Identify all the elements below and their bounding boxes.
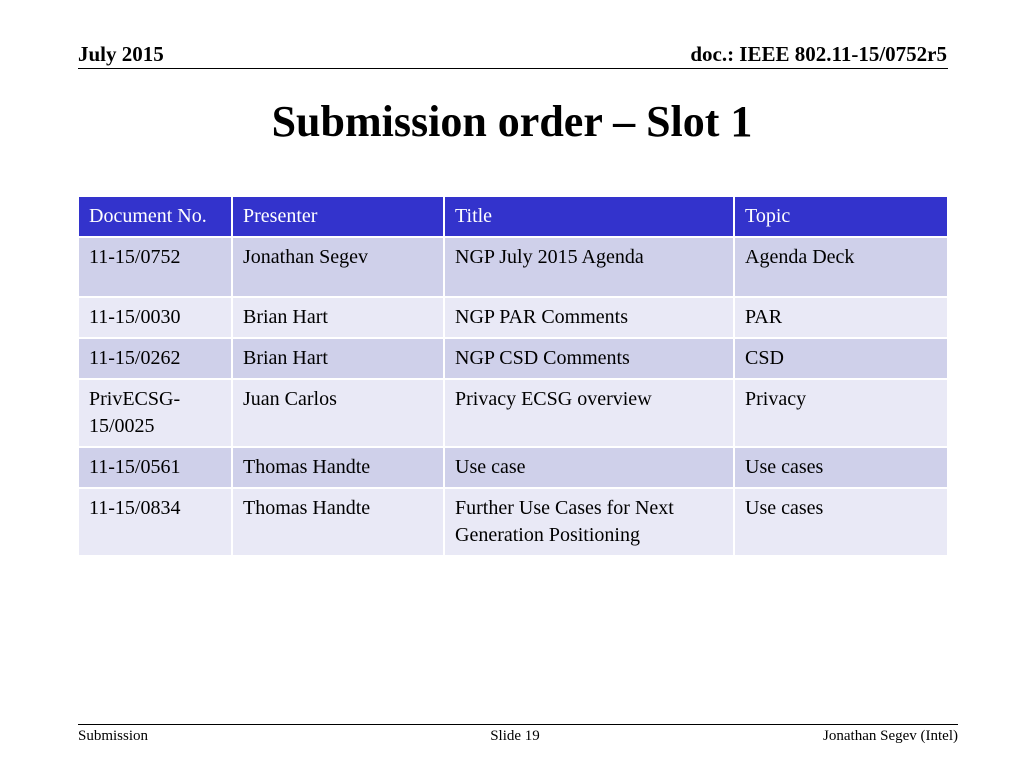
submission-table <box>77 195 949 557</box>
table-row <box>78 297 948 338</box>
cell-presenter: Jonathan Segev <box>232 237 444 297</box>
header-divider <box>78 68 948 69</box>
table-row <box>78 488 948 556</box>
cell-document-no: 11-15/0752 <box>78 237 232 297</box>
cell-document-no: 11-15/0030 <box>78 297 232 338</box>
cell-presenter: Thomas Handte <box>232 488 444 556</box>
table-header-row <box>78 196 948 237</box>
cell-presenter: Thomas Handte <box>232 447 444 488</box>
cell-presenter: Juan Carlos <box>232 379 444 447</box>
cell-document-no: 11-15/0561 <box>78 447 232 488</box>
cell-topic: Use cases <box>734 447 948 488</box>
cell-topic: Privacy <box>734 379 948 447</box>
footer-divider <box>78 724 958 725</box>
column-header-document-no: Document No. <box>78 196 232 237</box>
footer-submission: Submission <box>78 728 149 744</box>
cell-presenter: Brian Hart <box>232 338 444 379</box>
cell-document-no: 11-15/0262 <box>78 338 232 379</box>
cell-title: NGP July 2015 Agenda <box>444 237 734 297</box>
cell-topic: PAR <box>734 297 948 338</box>
cell-topic: Use cases <box>734 488 948 556</box>
slide-title: Submission order – Slot 1 <box>271 97 753 146</box>
cell-title: Use case <box>444 447 734 488</box>
header-doc-id: doc.: IEEE 802.11-15/0752r5 <box>690 42 947 66</box>
column-header-title: Title <box>444 196 734 237</box>
cell-title: Privacy ECSG overview <box>444 379 734 447</box>
column-header-presenter: Presenter <box>232 196 444 237</box>
table-row <box>78 338 948 379</box>
cell-presenter: Brian Hart <box>232 297 444 338</box>
footer-author: Jonathan Segev (Intel) <box>823 728 958 744</box>
footer-slide-number: Slide 19 <box>490 728 540 744</box>
header-date: July 2015 <box>78 42 164 66</box>
table-row <box>78 379 948 447</box>
table-row <box>78 237 948 297</box>
cell-topic: Agenda Deck <box>734 237 948 297</box>
cell-title: Further Use Cases for Next Generation Positioning <box>444 488 734 556</box>
cell-title: NGP PAR Comments <box>444 297 734 338</box>
cell-document-no: PrivECSG-15/0025 <box>78 379 232 447</box>
cell-title: NGP CSD Comments <box>444 338 734 379</box>
cell-document-no: 11-15/0834 <box>78 488 232 556</box>
cell-topic: CSD <box>734 338 948 379</box>
column-header-topic: Topic <box>734 196 948 237</box>
table-row <box>78 447 948 488</box>
